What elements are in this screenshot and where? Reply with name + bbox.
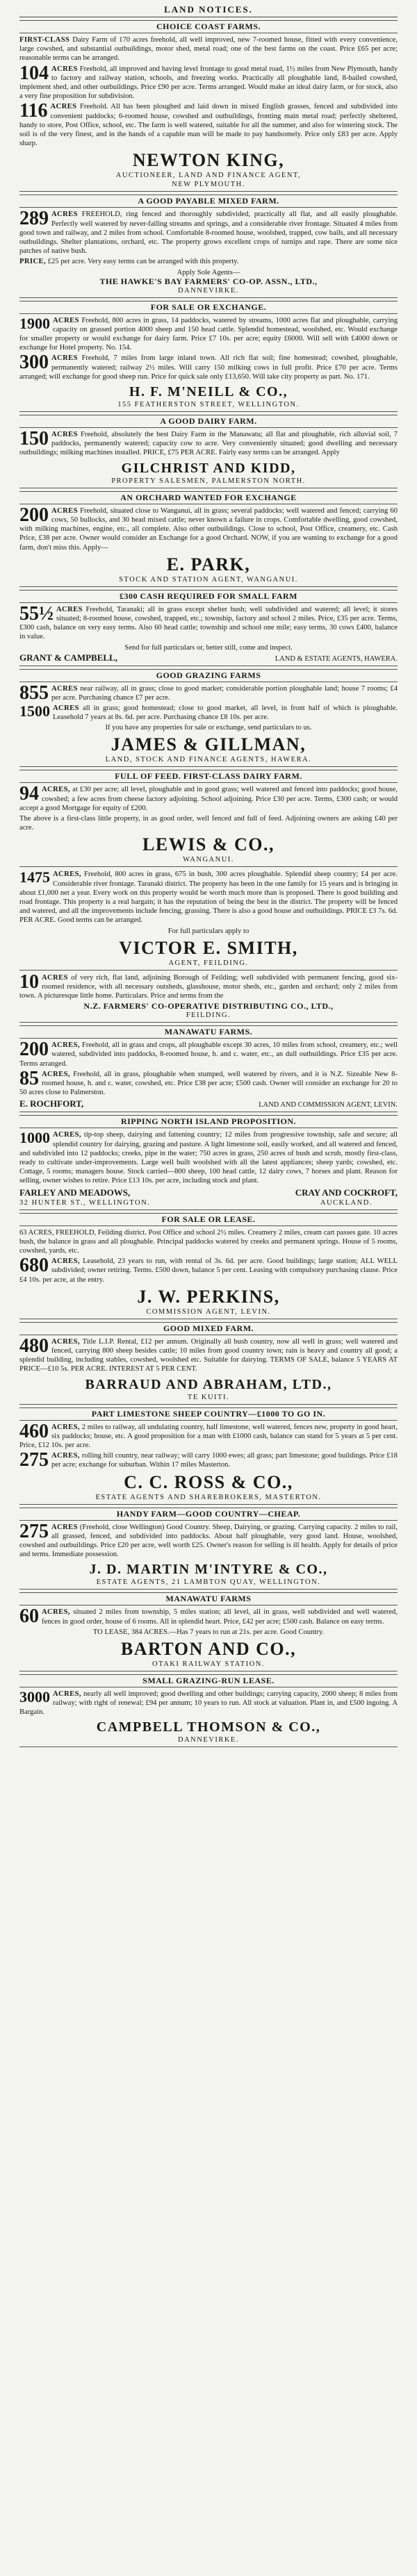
agent-firm-address: AUCTIONEER, LAND AND FINANCE AGENT,: [115, 172, 302, 180]
acreage-number: 94: [19, 783, 39, 805]
acreage-number: 460: [19, 1420, 49, 1442]
agent-firm-name: CAMPBELL THOMSON & CO.,: [96, 1719, 321, 1735]
agent-firm-name: E. ROCHFORT,: [19, 1098, 84, 1109]
property-listing: [19, 1228, 398, 1256]
apply-note: Send for full particulars or, better still, come and inspect.: [124, 643, 293, 652]
listing-text: 63 ACRES, FREEHOLD, Feilding district. Post Office and school 2½ miles. Creamery 2 miles, cream cart passes gate. 10 acres bush, the balance in grass and all ploughable. Principal paddocks watered by creeks and permanent springs. House of 5 rooms, cowshed, yards, etc.: [19, 1228, 398, 1255]
agent-firm-name: NEWTON KING,: [132, 150, 285, 171]
listing-text: £25 per acre. Very easy terms can be arranged with this property.: [47, 258, 239, 266]
property-listing: [19, 704, 398, 722]
advert-heading: GOOD MIXED FARM.: [19, 1322, 398, 1335]
agent-firm-address: LAND & ESTATE AGENTS, HAWERA.: [275, 654, 398, 663]
listing-text: rolling hill country, near railway; will carry 1000 ewes; all grass; part limestone; good buildings. Price £18 per acre; exchange for suburban. Within 17 miles Masterton.: [51, 1452, 398, 1469]
apply-note: TO LEASE, 384 ACRES.—Has 7 years to run at 21s. per acre. Good Country.: [92, 1628, 325, 1636]
agent-firm-name: CRAY AND COCKROFT,: [295, 1187, 398, 1198]
listing-text: Freehold. All has been ploughed and laid down in mixed English grasses, fenced and subdivided into convenient paddocks; 6-roomed house, cowshed and outbuildings, fronting main metal road; perfectly sheltered, handy to store, Post Office, school, etc. The farm is well watered, suitable for all the summer, and also for wintering stock. The soil is of the very finest, and in the hands of a capable man will be made to pay handsomely. Price only £83 per acre. Apply sharp.: [19, 103, 398, 148]
land-advert: [19, 1671, 398, 1748]
agent-firm-name: J. W. PERKINS,: [137, 1286, 280, 1307]
acreage-number: 116: [19, 100, 48, 122]
acreage-number: 855: [19, 682, 49, 704]
listing-lead: ACRES,: [51, 1337, 80, 1346]
listing-text: Freehold, 7 miles from large inland town. All rich flat soil; fine homestead; cowshed, ploughable, permanently watered; railway 2½ miles. Will carry 150 milking cows in full profit. Price £70 per acre. Terms arranged; will exchange for good sheep run. Price for quick sale only £13,650. Will take city property as part. No. 171.: [19, 354, 398, 381]
advert-heading: GOOD GRAZING FARMS: [19, 669, 398, 682]
listing-lead: ACRES: [51, 1523, 78, 1531]
agent-firm-address: OTAKI RAILWAY STATION.: [152, 1660, 265, 1668]
acreage-number: 200: [19, 1039, 49, 1061]
listing-lead: ACRES,: [51, 1041, 80, 1050]
acreage-number: 200: [19, 504, 49, 526]
agent-firm-address: LAND, STOCK AND FINANCE AGENTS, HAWERA.: [105, 756, 312, 764]
acreage-number: 275: [19, 1520, 49, 1542]
land-advert: [19, 666, 398, 768]
agent-firm-address: 32 HUNTER ST., WELLINGTON.: [19, 1198, 151, 1207]
agent-firm-name: E. PARK,: [166, 554, 251, 575]
agent-firm-name: GRANT & CAMPBELL,: [19, 652, 117, 663]
advert-heading: RIPPING NORTH ISLAND PROPOSITION.: [19, 1115, 398, 1128]
listing-text: Freehold, all improved and having level frontage to good metal road, 1½ miles from New Plymouth, handy to factory and railway station, schools, and freezing works. Practically all ploughable land, 8-bailed cowshed, implement shed, and other outbuildings. Price £90 per acre. Terms arranged. Would make an ideal dairy farm, or for stock, also a very fine proposition for subdivision.: [19, 65, 398, 101]
listing-lead: ACRES: [51, 210, 78, 219]
land-advert: [19, 1590, 398, 1671]
firm-row: [19, 1187, 398, 1207]
land-advert: [19, 1405, 398, 1505]
property-listing: [19, 354, 398, 381]
property-listing: [19, 1520, 398, 1560]
listing-lead: ACRES,: [51, 1452, 80, 1460]
land-advert: [19, 971, 398, 1023]
acreage-number: 150: [19, 428, 49, 450]
advert-heading: AN ORCHARD WANTED FOR EXCHANGE: [19, 491, 398, 504]
listing-text: at £30 per acre; all level, ploughable and in good grass; well watered and fenced into paddocks; good house, cowshed; a few acres from cheese factory adjoining. School adjoining. Price £30 per acre. Terms, £300 cash; or would accept a good Mortgage for equity of £200.: [19, 786, 398, 812]
agent-firm-name: FARLEY AND MEADOWS,: [19, 1187, 131, 1198]
property-listing: [19, 1451, 398, 1469]
listing-lead: ACRES,: [53, 1690, 81, 1698]
land-advert: [19, 192, 398, 297]
property-listing: [19, 506, 398, 552]
listing-text: Freehold, absolutely the best Dairy Farm in the Manawatu; all flat and ploughable, rich alluvial soil, 7 paddocks, permanently watered; capacity cow to acre. Very conveniently situated; good dwelling and necessary outbuildings; milking machines installed. PRICE, £75 PER ACRE. Fairly easy terms can be arranged. Apply: [19, 431, 398, 457]
agent-firm-address: DANNEVIRKE.: [178, 286, 239, 295]
property-listing: [19, 210, 398, 256]
property-listing: [19, 1605, 398, 1628]
property-listing: [19, 257, 398, 266]
land-advert: [19, 17, 398, 192]
property-listing: [19, 1130, 398, 1185]
advert-heading: HANDY FARM—GOOD COUNTRY—CHEAP.: [19, 1508, 398, 1521]
listing-text: Freehold, all in grass, ploughable when stumped, well watered by rivers, and it is N.Z. Sizeable New 8-roomed house, h. and c. water, cowshed, etc. Price £38 per acre; £500 cash. Owner will consider an exchange for 20 to 50 acres close to Palmerston.: [19, 1070, 398, 1097]
agent-firm-address: PROPERTY SALESMEN, PALMERSTON NORTH.: [111, 477, 306, 485]
apply-note: Apply Sole Agents—: [177, 268, 240, 276]
listing-text: of very rich, flat land, adjoining Borough of Feilding; well subdivided with permanent fencing, good six-roomed residence, with all necessary outsheds, glasshouse, motor sheds, etc., garden and orchard; only 2 miles from town. A picturesque little home. Particulars. Price and terms from the: [19, 973, 398, 1000]
listing-lead: ACRES,: [42, 786, 70, 794]
advert-heading: FULL OF FEED. FIRST-CLASS DAIRY FARM.: [19, 770, 398, 783]
masthead: LAND NOTICES.: [19, 3, 398, 17]
acreage-number: 1900: [19, 314, 50, 332]
land-advert: [19, 867, 398, 970]
listing-lead: ACRES,: [42, 1070, 70, 1078]
acreage-number: 3000: [19, 1687, 50, 1706]
listing-text: tip-top sheep, dairying and fattening country; 12 miles from progressive township, safe and secure; all splendid country for dairying, grazing and pasture. A light limestone soil, easily worked, and all watered and fenced, and subdivided into 12 paddocks; creeks, pipe in the water; 750 acres in grass, 250 acres of bush and scrub, mostly first-class, ready to cultivate under-improvements. Large well built woolshed with all the latest appliances; sheep yards; cowshed, etc. Cottage, 5 rooms; managers house. Stock carried—800 sheep, 100 head cattle, 12 dairy cows, 7 horses and plant. Reason for selling, owner wishes to retire. Price £13 10s. per acre, including stock and plant.: [19, 1131, 398, 1185]
land-advert: [19, 1210, 398, 1319]
listing-lead: FIRST-CLASS: [19, 36, 70, 44]
agent-firm-address: DANNEVIRKE.: [178, 1736, 239, 1744]
agent-firm-name: LEWIS & CO.,: [142, 834, 275, 855]
agent-firm-name: BARRAUD AND ABRAHAM, LTD.,: [85, 1376, 332, 1392]
land-advert: [19, 1505, 398, 1590]
agent-firm-name: GILCHRIST AND KIDD,: [121, 460, 296, 476]
listing-text: Leasehold, 23 years to run, with rental of 3s. 6d. per acre. Good buildings; large station; ALL WELL subdivided; owner retiring. Terms. £500 down, balance 5 per cent. Leasing with compulsory purchasing clause. Price £4 10s. per acre, at the entry.: [19, 1257, 398, 1284]
agent-firm-name: C. C. ROSS & CO.,: [124, 1471, 293, 1492]
agent-firm-address: STOCK AND STATION AGENT, WANGANUI.: [119, 575, 298, 584]
property-listing: [19, 973, 398, 1001]
ads-column: [19, 17, 398, 1747]
property-listing: [19, 1687, 398, 1717]
land-advert: [19, 298, 398, 412]
listing-lead: ACRES: [56, 605, 83, 613]
listing-lead: ACRES,: [42, 1608, 70, 1617]
agent-firm-address: COMMISSION AGENT, LEVIN.: [146, 1307, 271, 1316]
listing-text: Freehold, situated close to Wanganui, all in grass; several paddocks; well watered and fenced; carrying 60 cows, 50 bullocks, and 30 head mixed cattle; never known a failure in crops. Comfortable dwelling, good cowshed, with milking machines, engine, etc., all complete. Also other outbuildings. Close to school, Post Office, creamery, etc. Cash Price, £38 per acre. Owner would consider an Exchange for a good Orchard. NOW, if you are wanting to exchange for a good farm, don't miss this. Apply—: [19, 506, 398, 552]
listing-text: (Freehold, close Wellington) Good Country. Sheep, Dairying, or grazing. Carrying capacity. 2 miles to rail, all grassed, fenced, and subdivided into paddocks. About half ploughable, very good land. House, woolshed, cowshed and outbuildings. Price £20 per acre, well worth £25. Owner's reason for selling is ill health. Apply for details of price and terms. Immediate possession.: [19, 1523, 398, 1559]
land-advert: [19, 587, 398, 666]
land-advert: [19, 1023, 398, 1112]
property-listing: [19, 1337, 398, 1374]
acreage-number: 275: [19, 1449, 49, 1471]
listing-lead: ACRES: [53, 316, 79, 324]
acreage-number: 1500: [19, 702, 50, 720]
agent-firm-name: JAMES & GILLMAN,: [111, 734, 306, 755]
property-listing: [19, 1420, 398, 1451]
agent-firm-name: THE HAWKE'S BAY FARMERS' CO-OP. ASSN., LTD.,: [99, 276, 318, 286]
listing-lead: ACRES: [50, 103, 77, 111]
property-listing: [19, 35, 398, 63]
property-listing: [19, 1067, 398, 1098]
acreage-number: 10: [19, 971, 39, 993]
agent-firm-address: ESTATE AGENTS, 21 LAMBTON QUAY, WELLINGTON.: [96, 1578, 321, 1587]
agent-firm-name: J. D. MARTIN M'INTYRE & CO.,: [89, 1562, 328, 1578]
acreage-number: 85: [19, 1067, 39, 1089]
listing-text: FREEHOLD, ring fenced and thoroughly subdivided, practically all flat, and all easily ploughable. Perfectly well watered by never-failing streams and springs, and a considerable river frontage. Situated 4 miles from good town and railway, and 2 miles from school. Comfortable 8-roomed house, woolshed, trapped, cow bails, and all necessary outbuildings. Shelter plantations, orchard, etc. The property grows excellent crops of turnips and rape. There are some nice patches of native bush.: [19, 210, 398, 256]
listing-text: nearly all well improved; good dwelling and other buildings; carrying capacity, 2000 sheep; 8 miles from railway; with right of renewal; £94 per annum; 10 years to run. All stock at valuation. Plant in, and £500 ingoing. A Bargain.: [19, 1690, 398, 1717]
advert-heading: MANAWATU FARMS: [19, 1592, 398, 1605]
land-advert: [19, 767, 398, 867]
advert-heading: SMALL GRAZING-RUN LEASE.: [19, 1674, 398, 1687]
agent-firm-address: WANGANUI.: [183, 856, 234, 864]
advert-heading: CHOICE COAST FARMS.: [19, 20, 398, 33]
advert-heading: A GOOD DAIRY FARM.: [19, 415, 398, 428]
listing-lead: ACRES: [53, 704, 79, 712]
listing-lead: ACRES: [51, 431, 78, 439]
land-advert: [19, 412, 398, 488]
listing-lead: ACRES: [51, 65, 78, 73]
agent-firm-address: NEW PLYMOUTH.: [172, 181, 245, 189]
acreage-number: 300: [19, 352, 49, 374]
listing-lead: ACRES,: [51, 1257, 80, 1266]
agent-firm-name: N.Z. FARMERS' CO-OPERATIVE DISTRIBUTING CO., LTD.,: [83, 1001, 334, 1012]
listing-text: Freehold, all in grass and crops, all ploughable except 30 acres, 10 miles from school, creamery, etc.; well watered, subdivided into paddocks, 8-roomed house, h. and c. water, etc., an dull outbuildings. Price £35 per acre. Terms arranged.: [19, 1041, 398, 1068]
listing-text: Dairy Farm of 170 acres freehold, all well improved, new 7-roomed house, fitted with every convenience, large cowshed, and substantial outbuildings, motor shed, metal road; one of the best farms on the coast. Price £65 per acre; reasonable terms can be arranged.: [19, 36, 398, 63]
advert-heading: A GOOD PAYABLE MIXED FARM.: [19, 195, 398, 208]
listing-text: situated 2 miles from township, 5 miles station; all level, all in grass, well subdivided and well watered, fences in good order, house of 6 rooms. All in splendid heart. Price, £42 per acre; £500 cash. Balance on easy terms.: [42, 1608, 398, 1626]
agent-firm-address: TE KUITI.: [187, 1393, 230, 1401]
acreage-number: 480: [19, 1335, 49, 1357]
acreage-number: 55½: [19, 602, 54, 625]
agent-firm-name: H. F. M'NEILL & CO.,: [129, 384, 288, 400]
land-advert: [19, 1319, 398, 1405]
agent-firm-name: VICTOR E. SMITH,: [119, 937, 298, 958]
property-listing: [19, 684, 398, 702]
agent-firm-address: LAND AND COMMISSION AGENT, LEVIN.: [259, 1101, 398, 1109]
property-listing: [19, 602, 398, 642]
acreage-number: 1000: [19, 1129, 50, 1147]
property-listing: [19, 430, 398, 458]
property-listing: [19, 1041, 398, 1068]
advert-heading: FOR SALE OR LEASE.: [19, 1213, 398, 1226]
agent-firm-address: AGENT, FEILDING.: [168, 959, 249, 967]
listing-text: all in grass; good homestead; close to good market, all level, in front half of which is ploughable. Leasehold 7 years at 8s. 6d. per acre. Purchasing chance £8 10s. per acre.: [53, 704, 398, 722]
acreage-number: 104: [19, 62, 49, 84]
agent-firm-address: FEILDING.: [186, 1012, 231, 1020]
listing-lead: ACRES: [51, 354, 78, 363]
agent-firm-address: AUCKLAND.: [320, 1198, 373, 1207]
property-listing: [19, 102, 398, 148]
listing-text: 2 miles to railway, all undulating country, half limestone, well watered, fences new, property in good heart, six paddocks; house, etc. A good proposition for a man with £1000 cash, balance can stand for 5 years at 5 per cent. Price, £12 10s. per acre.: [19, 1423, 398, 1450]
firm-left: [19, 1187, 150, 1207]
advert-heading: FOR SALE OR EXCHANGE.: [19, 301, 398, 314]
listing-text: Freehold, 800 acres in grass, 14 paddocks, watered by streams, 1000 acres flat and ploughable, carrying capacity on grassed portion 4000 sheep and 150 head cattle. Splendid homestead, woolshed, etc. Would exchange for smaller property or would exchange for dairy farm. Price £7 10s. per acre; equity £6000. Will sell with £4000 down or exchange for Hotel property. No. 154.: [19, 316, 398, 352]
firm-row: [19, 652, 398, 663]
property-listing: [19, 785, 398, 813]
property-listing: [19, 1257, 398, 1285]
land-advert: [19, 488, 398, 587]
agent-firm-name: BARTON AND CO.,: [120, 1638, 297, 1659]
land-advert: [19, 1112, 398, 1209]
property-listing: [19, 316, 398, 353]
property-listing: [19, 814, 398, 832]
listing-text: Freehold, Taranaki; all in grass except shelter bush; well subdivided and watered; all level; it stores situated; 8-roomed house, cowshed, trapped, etc.; township, factory and school 2 miles. Price, £35 per acre. Terms, £300 cash, balance on very easy terms. Also 60 head cattle; township and school one mile; easy terms, 30 cows £400, balance in value.: [19, 605, 398, 641]
listing-lead: ACRES: [51, 684, 78, 693]
property-listing: [19, 870, 398, 925]
property-listing: [19, 62, 398, 101]
listing-text: Freehold, 800 acres in grass, 675 in bush, 300 acres ploughable. Splendid sheep country; £4 per acre. Considerable river frontage. Taranaki district. The property has been in the one family for 15 years and is bringing in about £1,000 net a year. Every work on this property would be worth much more than is proposed. There is good building and road frontage. This property is a real bargain; it has the reputation of being the best in the district. The property will be fenced and watered, and all the improvements include fencing, grassing. There is also a good house and outbuildings. PRICE £3 7s. 6d. PER ACRE. Good terms can be arranged.: [19, 870, 398, 925]
listing-lead: ACRES: [51, 506, 78, 515]
listing-text: near railway, all in grass; close to good market; considerable portion ploughable land; house 7 rooms; £4 per acre. Purchasing chance £7 per acre.: [51, 684, 398, 702]
listing-text: Title L.I.P. Rental, £12 per annum. Originally all bush country, now all well in grass; well watered and fenced, carrying 800 sheep besides cattle; 10 miles from good country town; rain is heavy and country all good; a splendid building, including stables, cowshed, woolshed etc. Suitable for dairying. TERMS OF SALE, balance 5 YEARS AT PRICE—£10 5s. PER ACRE. INTEREST AT 5 PER CENT.: [19, 1337, 398, 1373]
firm-right: [295, 1187, 398, 1207]
listing-lead: PRICE,: [19, 258, 47, 266]
acreage-number: 1475: [19, 868, 50, 886]
listing-lead: ACRES,: [53, 870, 81, 879]
listing-text: The above is a first-class little property, in as good order, well fenced and full of feed. Adjoining owners are asking £40 per acre.: [19, 814, 398, 832]
apply-note: For full particulars apply to: [167, 927, 250, 935]
listing-lead: ACRES,: [53, 1131, 81, 1139]
agent-firm-address: ESTATE AGENTS AND SHAREBROKERS, MASTERTON.: [95, 1493, 322, 1501]
apply-note: If you have any properties for sale or exchange, send particulars to us.: [105, 724, 312, 732]
advert-heading: PART LIMESTONE SHEEP COUNTRY—£1000 TO GO IN.: [19, 1407, 398, 1421]
firm-row: [19, 1098, 398, 1109]
agent-firm-address: 155 FEATHERSTON STREET, WELLINGTON.: [117, 401, 300, 409]
listing-lead: ACRES: [42, 973, 68, 982]
listing-lead: ACRES,: [51, 1423, 80, 1431]
advert-heading: £300 CASH REQUIRED FOR SMALL FARM: [19, 590, 398, 603]
acreage-number: 680: [19, 1255, 49, 1277]
advert-heading: MANAWATU FARMS.: [19, 1025, 398, 1039]
acreage-number: 60: [19, 1605, 39, 1628]
acreage-number: 289: [19, 208, 49, 230]
